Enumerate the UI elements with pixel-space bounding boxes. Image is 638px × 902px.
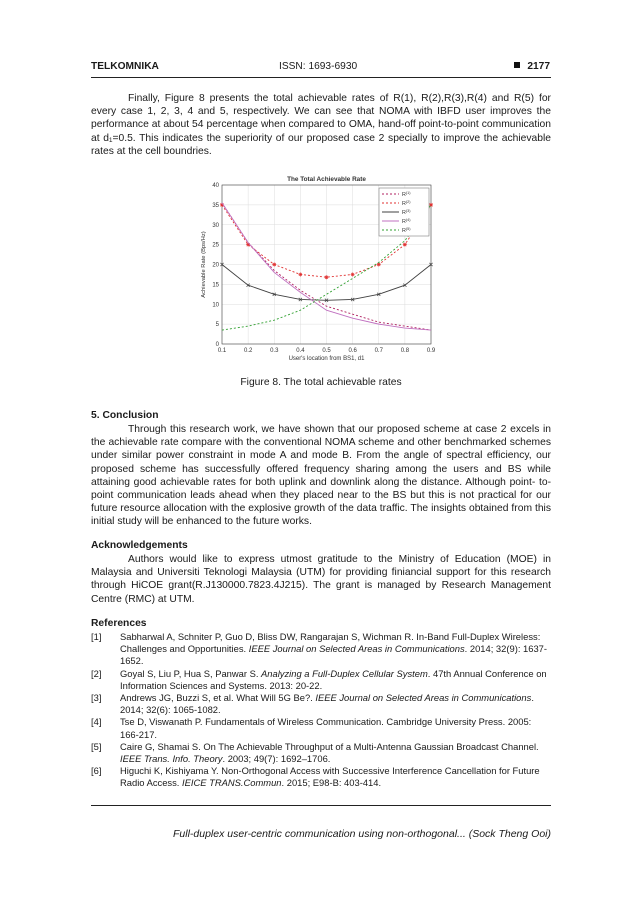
page-number <box>514 61 550 72</box>
reference-item <box>91 631 551 668</box>
journal-name: TELKOMNIKA <box>91 61 159 72</box>
reference-item <box>91 668 551 692</box>
reference-venue: IEEE Trans. Info. Theory <box>120 753 223 765</box>
data-point <box>403 243 407 247</box>
legend-label-superscript: (1) <box>405 191 411 195</box>
header-rule <box>91 77 551 78</box>
reference-details: . 2014; 32(9): 1637-1652. <box>120 643 548 667</box>
y-tick-label: 0 <box>215 342 219 348</box>
legend-label-base: R <box>402 228 406 234</box>
reference-details: . 47th Annual Conference on Information Sciences and Systems. 2013: 20-22. <box>120 667 547 691</box>
x-tick-label: 0.5 <box>322 348 331 354</box>
reference-text: Tse D, Viswanath P. Fundamentals of Wireless Communication. Cambridge University Press. 2005: 166-217. <box>120 716 532 740</box>
data-point <box>272 263 276 267</box>
running-footer: Full-duplex user-centric communication using non-orthogonal... (Sock Theng Ooi) <box>173 828 551 840</box>
reference-text: Andrews JG, Buzzi S, et al. What Will 5G Be?. <box>120 692 316 704</box>
reference-item <box>91 741 551 765</box>
achievable-rate-chart <box>180 168 470 374</box>
legend-label-superscript: (4) <box>405 218 411 222</box>
legend-label-superscript: (2) <box>405 200 411 204</box>
references-heading: References <box>91 618 147 629</box>
y-axis-label: Achievable Rate (Bps/Hz) <box>201 231 207 298</box>
acknowledgements-paragraph: Authors would like to express utmost gratitude to the Ministry of Education (MOE) in Malaysia and Universiti Teknologi Malaysia (UTM) for providing finiancial support for this research through HiCOE grant(R.J130000.7823.4J215). The grant is managed by Research Management Centre (RMC) at UTM. <box>91 554 551 605</box>
intro-paragraph: Finally, Figure 8 presents the total achievable rates of R(1), R(2),R(3),R(4) and R(5) for every case 1, 2, 3, 4 and 5, respectively. We can see that NOMA with IBFD user improves the performance at about 54 percentage when compared to OMA, hand-off point-to-point communication at d₁=0.5. This indicates the superiority of our proposed case 2 specially to improve the achievable rates at the cell boundries. <box>91 93 551 157</box>
reference-number: [6] <box>91 765 102 777</box>
x-tick-label: 0.6 <box>348 348 357 354</box>
legend-label-superscript: (5) <box>405 227 411 231</box>
x-tick-label: 0.9 <box>426 348 436 354</box>
data-point <box>351 272 355 276</box>
x-tick-label: 0.1 <box>217 348 227 354</box>
page-number-value: 2177 <box>527 61 550 72</box>
reference-details: . 2003; 49(7): 1692–1706. <box>222 753 331 765</box>
chart-title: The Total Achievable Rate <box>287 176 366 183</box>
data-point <box>325 275 329 279</box>
reference-venue: IEEE Journal on Selected Areas in Communications <box>248 643 465 655</box>
reference-number: [4] <box>91 716 102 728</box>
figure-caption: Figure 8. The total achievable rates <box>240 377 402 388</box>
y-tick-label: 35 <box>212 202 219 209</box>
y-tick-label: 40 <box>212 183 219 189</box>
acknowledgements-heading: Acknowledgements <box>91 540 188 551</box>
reference-venue: Analyzing a Full-Duplex Cellular System <box>261 667 428 679</box>
reference-number: [5] <box>91 740 102 752</box>
reference-number: [2] <box>91 667 102 679</box>
reference-details: . 2015; E98-B: 403-414. <box>281 777 382 789</box>
y-tick-label: 10 <box>212 302 219 309</box>
reference-venue: IEEE Journal on Selected Areas in Communications <box>315 692 532 704</box>
x-tick-label: 0.4 <box>296 348 305 354</box>
y-tick-label: 30 <box>212 222 219 229</box>
legend-label-base: R <box>402 210 406 216</box>
page-header <box>91 61 550 77</box>
conclusion-paragraph: Through this research work, we have shown that our proposed scheme at case 2 excels in the achievable rate compare with the conventional NOMA scheme and other benchmarked schemes under similar power constraint in mode A and mode B. From the angle of spectral efficiency, our proposed scheme has successfully offered frequency sharing among the users and BS while attaining good achievable rates for both uplink and downlink along the distance. Although point- to-point communication leads ahead when they placed near to the BS but this is not practical for our future resource allocation with the explosive growth of the data traffic. The insights obtained from this initial study will be enhanced to the future works. <box>91 424 551 528</box>
reference-venue: IEICE TRANS.Commun <box>182 777 282 789</box>
issn: ISSN: 1693-6930 <box>279 61 358 72</box>
reference-number: [3] <box>91 692 102 704</box>
legend-label-base: R <box>402 201 406 207</box>
x-axis-label: User's location from BS1, d1 <box>288 356 365 362</box>
legend-label-superscript: (3) <box>405 209 411 213</box>
legend-label-base: R <box>402 192 406 198</box>
reference-number: [1] <box>91 631 102 642</box>
x-tick-label: 0.8 <box>400 348 410 354</box>
conclusion-heading: 5. Conclusion <box>91 410 159 421</box>
legend-label-base: R <box>402 219 406 225</box>
x-tick-label: 0.2 <box>243 348 253 354</box>
y-tick-label: 25 <box>212 242 219 249</box>
x-tick-label: 0.3 <box>270 348 279 354</box>
x-tick-label: 0.7 <box>374 348 383 354</box>
square-bullet-icon <box>514 62 520 68</box>
y-tick-label: 5 <box>215 322 219 329</box>
reference-details: . 2014; 32(6): 1065-1082. <box>120 692 534 716</box>
reference-list <box>91 631 551 790</box>
reference-text: Sabharwal A, Schniter P, Guo D, Bliss DW, Rangarajan S, Wichman R. In-Band Full-Duplex Wireless: Challenges and Opportunities. <box>120 631 541 655</box>
reference-text: Caire G, Shamai S. On The Achievable Throughput of a Multi-Antenna Gaussian Broadcast Channel. <box>120 740 539 752</box>
y-tick-label: 20 <box>212 262 219 269</box>
reference-text: Goyal S, Liu P, Hua S, Panwar S. <box>120 667 262 679</box>
footer-rule <box>91 805 551 806</box>
reference-text: Higuchi K, Kishiyama Y. Non-Orthogonal Access with Successive Interference Cancellation for Future Radio Access. <box>120 765 540 789</box>
reference-item <box>91 692 551 716</box>
reference-item <box>91 716 551 740</box>
reference-item <box>91 765 551 789</box>
data-point <box>298 272 302 276</box>
data-point <box>377 263 381 267</box>
y-tick-label: 15 <box>212 282 219 289</box>
